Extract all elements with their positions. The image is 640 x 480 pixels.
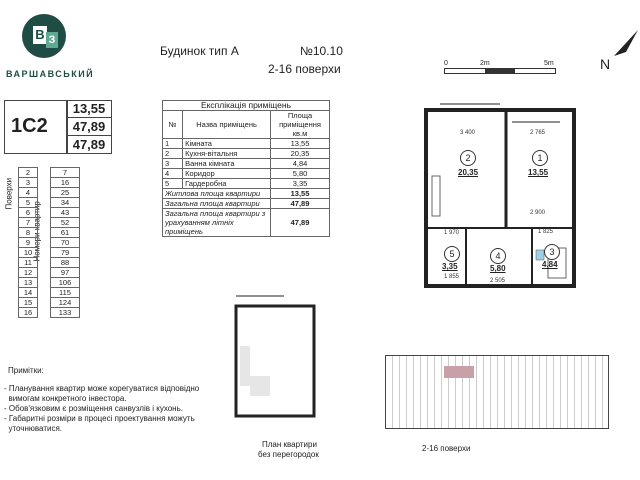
highlighted-apartment	[444, 366, 474, 378]
floor-number: 8	[19, 228, 38, 238]
floor-number: 14	[19, 288, 38, 298]
apt-number: 61	[51, 228, 80, 238]
floor-number: 12	[19, 268, 38, 278]
notes-title: Примітки:	[8, 366, 44, 375]
apt-number: 97	[51, 268, 80, 278]
room-area-1: 13,55	[528, 168, 549, 177]
table-row: 3 Ванна кімната 4,84	[163, 159, 330, 169]
key-plan	[385, 355, 609, 429]
dimension: 1 970	[444, 230, 460, 236]
floor-row	[19, 278, 80, 288]
table-row: 1 Кімната 13,55	[163, 139, 330, 149]
floor-number: 2	[19, 168, 38, 178]
brand-name: ВАРШАВСЬКИЙ	[6, 69, 95, 79]
room-number-1: 1	[532, 150, 548, 166]
floors-label: 2-16 поверхи	[268, 62, 341, 76]
floor-number: 15	[19, 298, 38, 308]
apt-number: 7	[51, 168, 80, 178]
dimension: 1 825	[538, 229, 554, 235]
room-number-4: 4	[490, 248, 506, 264]
dimension: 1 855	[444, 274, 460, 280]
note-line: вимогам конкретного інвестора.	[4, 394, 127, 403]
dimension: 2 765	[530, 130, 546, 136]
building-type: Будинок тип А	[160, 44, 239, 58]
apt-number: 70	[51, 238, 80, 248]
empty-floor-plan	[230, 292, 320, 422]
note-line: - Обов'язковим є розміщення санвузлів і кухонь.	[4, 404, 183, 413]
keyplan-caption: 2-16 поверхи	[422, 444, 471, 453]
apartment-number: №10.10	[300, 44, 343, 58]
room-number-3: 3	[544, 244, 560, 260]
floor-number: 7	[19, 218, 38, 228]
apt-number: 25	[51, 188, 80, 198]
floor-row	[19, 308, 80, 318]
col-name: Назва приміщень	[183, 111, 271, 139]
floor-row	[19, 298, 80, 308]
floor-row	[19, 168, 80, 178]
apt-number: 16	[51, 178, 80, 188]
room-area-3: 4,84	[542, 260, 558, 269]
total-row: Загальна площа квартири з урахуванням літніх приміщень 47,89	[163, 209, 330, 237]
col-no: №	[163, 111, 183, 139]
floor-row	[19, 218, 80, 228]
apt-number: 52	[51, 218, 80, 228]
note-line: - Планування квартир може корегуватися відповідно	[4, 384, 200, 393]
floor-row	[19, 208, 80, 218]
apt-area-2: 47,89	[66, 117, 112, 136]
floor-row	[19, 268, 80, 278]
explication-title: Експлікація приміщень	[163, 101, 330, 111]
room-area-2: 20,35	[458, 168, 479, 177]
floor-row	[19, 188, 80, 198]
total-row: Загальна площа квартири 47,89	[163, 199, 330, 209]
floor-table	[18, 167, 80, 318]
explication-table	[162, 100, 330, 237]
floor-row	[19, 248, 80, 258]
floor-number: 11	[19, 258, 38, 268]
room-number-5: 5	[444, 246, 460, 262]
logo-letter-z: З	[46, 32, 58, 48]
dimension: 2 505	[490, 278, 506, 284]
room-area-4: 5,80	[490, 264, 506, 273]
floor-row	[19, 178, 80, 188]
empty-plan-drawing	[230, 292, 320, 422]
apt-number: 124	[51, 298, 80, 308]
floor-row	[19, 228, 80, 238]
total-row: Житлова площа квартири 13,55	[163, 189, 330, 199]
table-row: 2 Кухня-вітальня 20,35	[163, 149, 330, 159]
floor-number: 6	[19, 208, 38, 218]
dimension: 2 900	[530, 210, 546, 216]
apt-number: 115	[51, 288, 80, 298]
brand-logo	[22, 14, 66, 58]
apt-number: 43	[51, 208, 80, 218]
floor-number: 9	[19, 238, 38, 248]
empty-plan-caption-2: без перегородок	[258, 450, 319, 459]
scale-0: 0	[444, 60, 448, 67]
apt-numbers-vertical-label: Номери квартир	[32, 201, 42, 262]
apt-number: 34	[51, 198, 80, 208]
note-line: - Габаритні розміри в процесі проектування можуть	[4, 414, 195, 423]
scale-5m: 5m	[544, 60, 554, 67]
apt-number: 106	[51, 278, 80, 288]
apt-type-box	[4, 100, 68, 154]
table-row: 5 Гардеробна 3,35	[163, 179, 330, 189]
floor-number: 5	[19, 198, 38, 208]
apt-area-3: 47,89	[66, 135, 112, 154]
north-arrow-icon	[612, 28, 640, 58]
north-letter: N	[600, 56, 611, 72]
scale-2m: 2m	[480, 60, 490, 67]
apt-type: 1С2	[11, 115, 48, 137]
scale-bar	[444, 68, 556, 74]
apt-number: 88	[51, 258, 80, 268]
floor-number: 3	[19, 178, 38, 188]
note-line: уточнюватися.	[4, 424, 62, 433]
dimension: 3 400	[460, 130, 476, 136]
floor-number: 16	[19, 308, 38, 318]
table-row: 4 Коридор 5,80	[163, 169, 330, 179]
empty-plan-caption-1: План квартири	[262, 440, 317, 449]
apt-number: 133	[51, 308, 80, 318]
floor-row	[19, 258, 80, 268]
room-area-5: 3,35	[442, 262, 458, 271]
floor-number: 4	[19, 188, 38, 198]
floor-plan	[420, 100, 580, 295]
floor-number: 13	[19, 278, 38, 288]
col-area: Площа приміщення кв.м	[271, 111, 330, 139]
room-number-2: 2	[460, 150, 476, 166]
floor-row	[19, 238, 80, 248]
floor-number: 10	[19, 248, 38, 258]
apt-area-1: 13,55	[66, 100, 112, 118]
apt-number: 79	[51, 248, 80, 258]
floors-vertical-label: Поверхи	[4, 177, 14, 210]
floor-row	[19, 288, 80, 298]
floor-row	[19, 198, 80, 208]
logo-letter-v: В	[33, 26, 47, 44]
